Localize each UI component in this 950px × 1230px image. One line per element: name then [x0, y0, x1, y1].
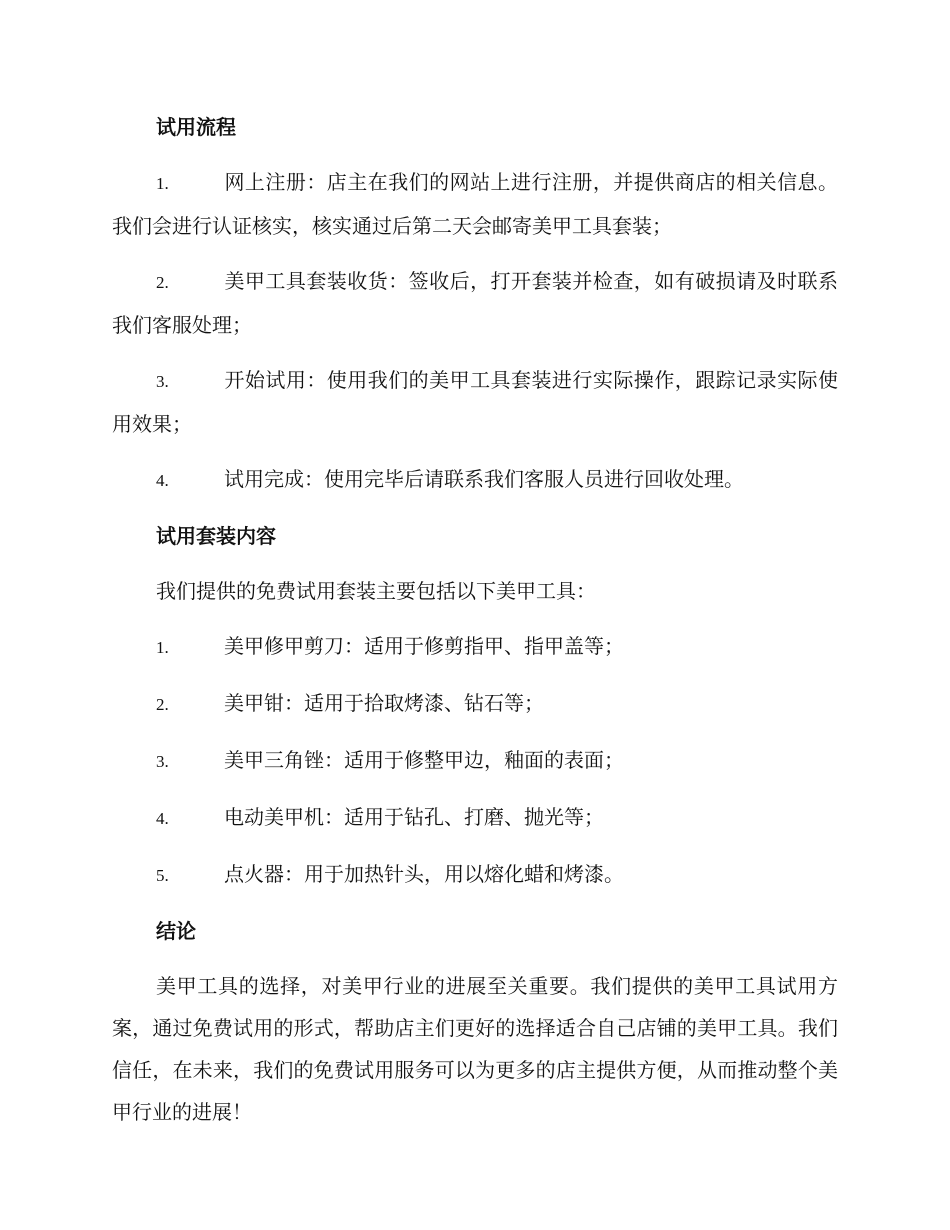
list-item-text: 试用完成：使用完毕后请联系我们客服人员进行回收处理。	[224, 467, 744, 491]
document-body	[112, 106, 838, 1146]
section-intro: 我们提供的免费试用套装主要包括以下美甲工具：	[156, 579, 596, 603]
list-item	[112, 739, 838, 783]
list-item	[112, 260, 838, 346]
section-heading-trial-process: 试用流程	[156, 115, 236, 139]
list-number: 4.	[156, 809, 169, 828]
list-item-text: 电动美甲机：适用于钻孔、打磨、抛光等；	[224, 805, 604, 829]
list-item-text: 美甲钳：适用于拾取烤漆、钻石等；	[224, 691, 544, 715]
list-item	[112, 625, 838, 669]
list-number: 1.	[156, 174, 169, 193]
list-number: 2.	[156, 695, 169, 714]
section-heading-kit-contents: 试用套装内容	[156, 524, 276, 548]
list-item	[112, 458, 838, 502]
list-number: 3.	[156, 752, 169, 771]
list-item-text: 美甲三角锉：适用于修整甲边，釉面的表面；	[224, 748, 624, 772]
list-item	[112, 359, 838, 445]
list-number: 1.	[156, 638, 169, 657]
list-item-text: 点火器：用于加热针头，用以熔化蜡和烤漆。	[224, 862, 624, 886]
list-item	[112, 796, 838, 840]
list-item-text: 美甲修甲剪刀：适用于修剪指甲、指甲盖等；	[224, 634, 624, 658]
list-number: 2.	[156, 273, 169, 292]
list-item	[112, 853, 838, 897]
list-item	[112, 682, 838, 726]
list-number: 5.	[156, 866, 169, 885]
list-number: 3.	[156, 372, 169, 391]
list-number: 4.	[156, 471, 169, 490]
section-heading-conclusion: 结论	[156, 919, 196, 943]
list-item-text: 美甲工具套装收货：签收后，打开套装并检查，如有破损请及时联系我们客服处理；	[112, 269, 838, 337]
list-item-text: 开始试用：使用我们的美甲工具套装进行实际操作，跟踪记录实际使用效果；	[112, 368, 838, 436]
list-item	[112, 161, 838, 247]
list-item-text: 网上注册：店主在我们的网站上进行注册，并提供商店的相关信息。我们会进行认证核实，核实通过后第二天会邮寄美甲工具套装；	[112, 170, 838, 238]
conclusion-paragraph: 美甲工具的选择，对美甲行业的进展至关重要。我们提供的美甲工具试用方案，通过免费试用的形式，帮助店主们更好的选择适合自己店铺的美甲工具。我们信任，在未来，我们的免费试用服务可以为更多的店主提供方便，从而推动整个美甲行业的进展！	[112, 974, 838, 1124]
